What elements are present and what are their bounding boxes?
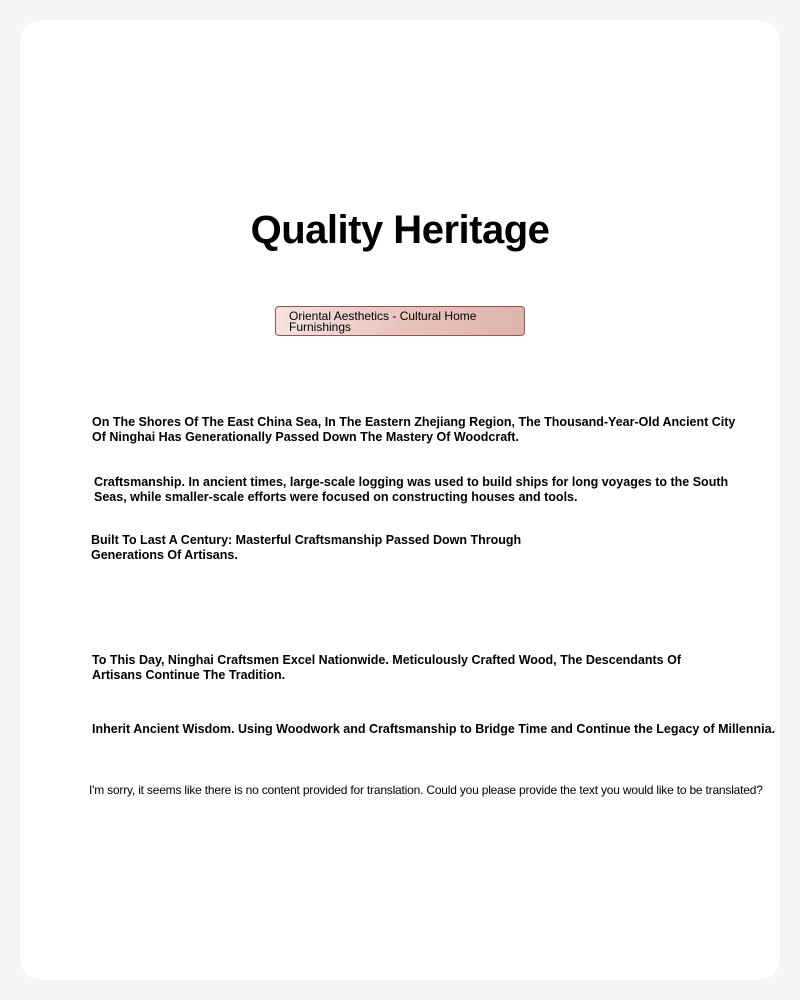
paragraph-built-to-last: Built To Last A Century: Masterful Craftsmanship Passed Down Through Generations Of Artisans. <box>91 533 522 562</box>
subtitle-badge: Oriental Aesthetics - Cultural Home Furnishings <box>275 306 525 336</box>
paragraph-ninghai-shores: On The Shores Of The East China Sea, In The Eastern Zhejiang Region, The Thousand-Year-Old Ancient City Of Ninghai Has Generationally Passed Down The Mastery Of Woodcraft. <box>92 415 736 444</box>
paragraph-translation-note: I'm sorry, it seems like there is no content provided for translation. Could you please provide the text you would like to be translated? <box>89 783 763 797</box>
page-title: Quality Heritage <box>250 208 550 252</box>
paragraph-craftsmanship-history: Craftsmanship. In ancient times, large-scale logging was used to build ships for long voyages to the South Seas, while smaller-scale efforts were focused on constructing houses and tools. <box>94 475 729 504</box>
paragraph-craftsmen-excel: To This Day, Ninghai Craftsmen Excel Nationwide. Meticulously Crafted Wood, The Descendants Of Artisans Continue The Tradition. <box>92 653 681 682</box>
paragraph-inherit-wisdom: Inherit Ancient Wisdom. Using Woodwork and Craftsmanship to Bridge Time and Continue the Legacy of Millennia. <box>92 722 776 736</box>
